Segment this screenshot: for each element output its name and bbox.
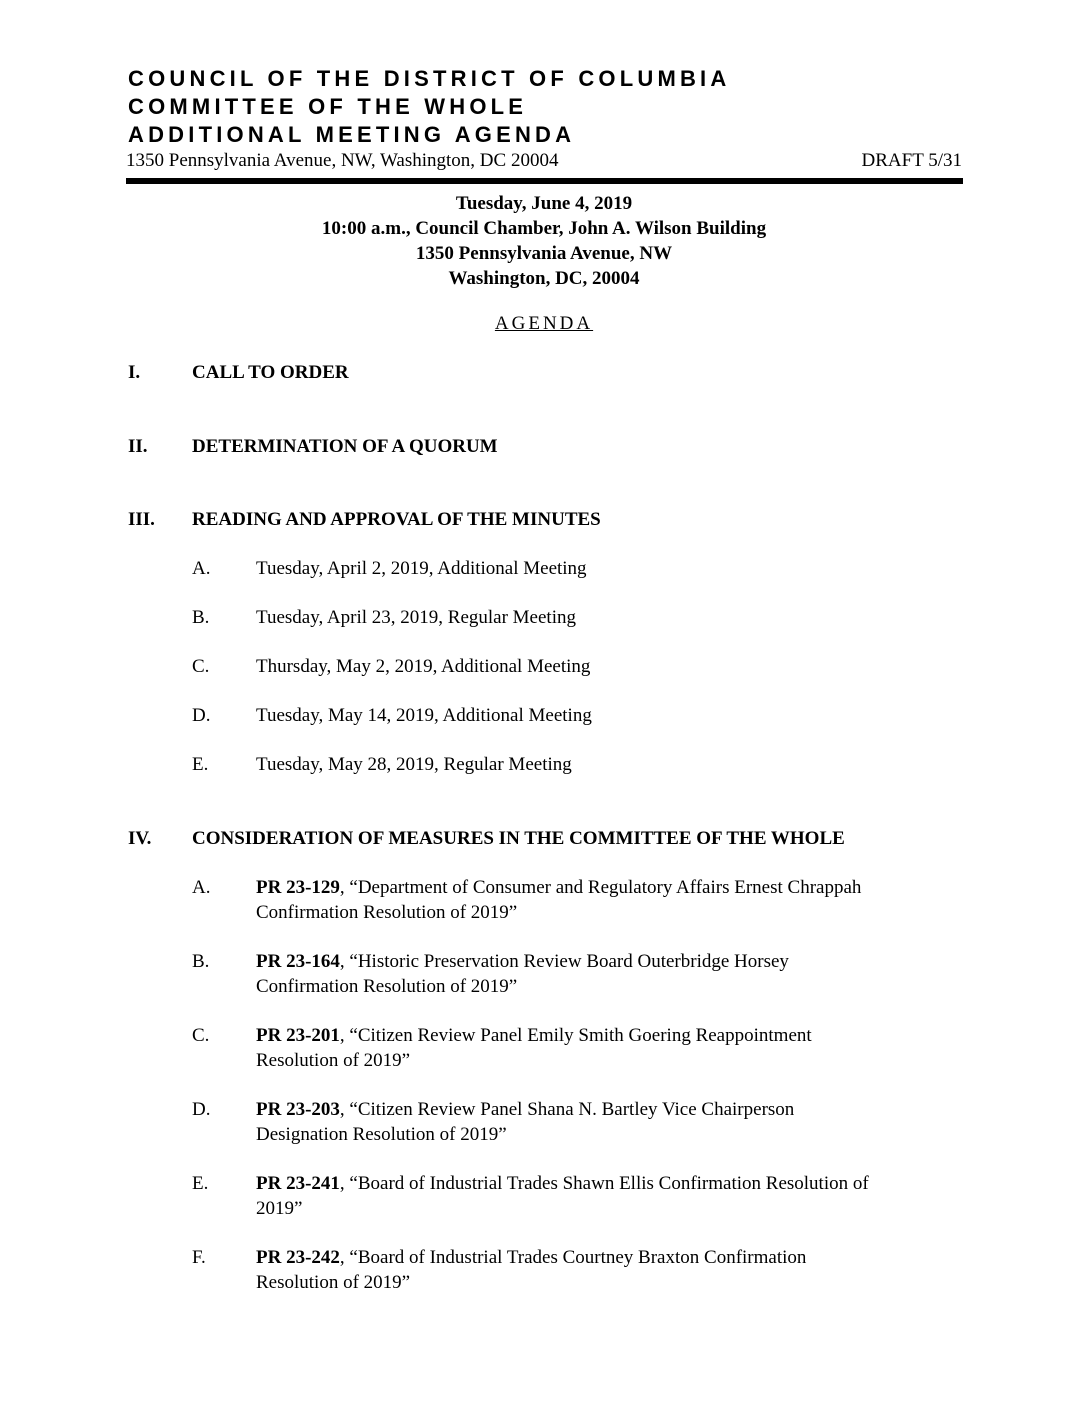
measure-item: PR 23-164, “Historic Preservation Review Board Outerbridge Horsey Confirmation Resolution of 2019” — [256, 951, 789, 997]
meeting-street: 1350 Pennsylvania Avenue, NW — [415, 243, 673, 264]
measure-item-letter: F. — [192, 1247, 206, 1268]
bill-number: PR 23-201 — [256, 1025, 340, 1046]
address-row — [126, 150, 962, 172]
meeting-date: Tuesday, June 4, 2019 — [455, 193, 633, 214]
measure-item-letter: B. — [192, 951, 210, 972]
section-number: IV. — [128, 828, 152, 849]
header-rule — [126, 178, 963, 184]
bill-number: PR 23-129 — [256, 877, 340, 898]
measure-item-letter: E. — [192, 1173, 209, 1194]
section-number: I. — [128, 362, 141, 383]
section-title-minutes: READING AND APPROVAL OF THE MINUTES — [192, 509, 601, 530]
minutes-item-letter: A. — [192, 558, 211, 579]
minutes-item-letter: D. — [192, 705, 211, 726]
bill-number: PR 23-203 — [256, 1099, 340, 1120]
section-title-call-to-order: CALL TO ORDER — [192, 362, 349, 383]
measure-item: PR 23-242, “Board of Industrial Trades Courtney Braxton Confirmation Resolution of 2019” — [256, 1247, 807, 1293]
section-number: III. — [128, 509, 155, 530]
minutes-item-letter: C. — [192, 656, 210, 677]
meeting-time-place: 10:00 a.m., Council Chamber, John A. Wilson Building — [321, 218, 767, 239]
section-title-quorum: DETERMINATION OF A QUORUM — [192, 436, 498, 457]
draft-label: DRAFT 5/31 — [861, 150, 962, 171]
minutes-item-letter: E. — [192, 754, 209, 775]
section-title-measures: CONSIDERATION OF MEASURES IN THE COMMITTEE OF THE WHOLE — [192, 828, 845, 849]
section-number: II. — [128, 436, 148, 457]
agenda-heading: AGENDA — [494, 313, 594, 334]
measure-item-letter: A. — [192, 877, 211, 898]
bill-number: PR 23-164 — [256, 951, 340, 972]
measure-item: PR 23-129, “Department of Consumer and Regulatory Affairs Ernest Chrappah Confirmation Resolution of 2019” — [256, 877, 862, 923]
minutes-item: Thursday, May 2, 2019, Additional Meeting — [256, 656, 591, 677]
measure-item: PR 23-203, “Citizen Review Panel Shana N. Bartley Vice Chairperson Designation Resolution of 2019” — [256, 1099, 795, 1145]
council-title: COUNCIL OF THE DISTRICT OF COLUMBIA — [128, 66, 731, 91]
measure-item-letter: D. — [192, 1099, 211, 1120]
measure-item: PR 23-201, “Citizen Review Panel Emily Smith Goering Reappointment Resolution of 2019” — [256, 1025, 812, 1071]
meeting-city: Washington, DC, 20004 — [448, 268, 640, 289]
bill-number: PR 23-242 — [256, 1247, 340, 1268]
minutes-item: Tuesday, May 14, 2019, Additional Meeting — [256, 705, 592, 726]
measure-item: PR 23-241, “Board of Industrial Trades Shawn Ellis Confirmation Resolution of 2019” — [256, 1173, 869, 1219]
agenda-type-title: ADDITIONAL MEETING AGENDA — [128, 122, 576, 147]
council-address: 1350 Pennsylvania Avenue, NW, Washington, DC 20004 — [126, 150, 559, 171]
bill-number: PR 23-241 — [256, 1173, 340, 1194]
minutes-item: Tuesday, May 28, 2019, Regular Meeting — [256, 754, 572, 775]
meeting-info — [126, 191, 962, 291]
minutes-item: Tuesday, April 23, 2019, Regular Meeting — [256, 607, 576, 628]
minutes-item: Tuesday, April 2, 2019, Additional Meeting — [256, 558, 587, 579]
measure-item-letter: C. — [192, 1025, 210, 1046]
committee-title: COMMITTEE OF THE WHOLE — [128, 94, 528, 119]
minutes-item-letter: B. — [192, 607, 210, 628]
